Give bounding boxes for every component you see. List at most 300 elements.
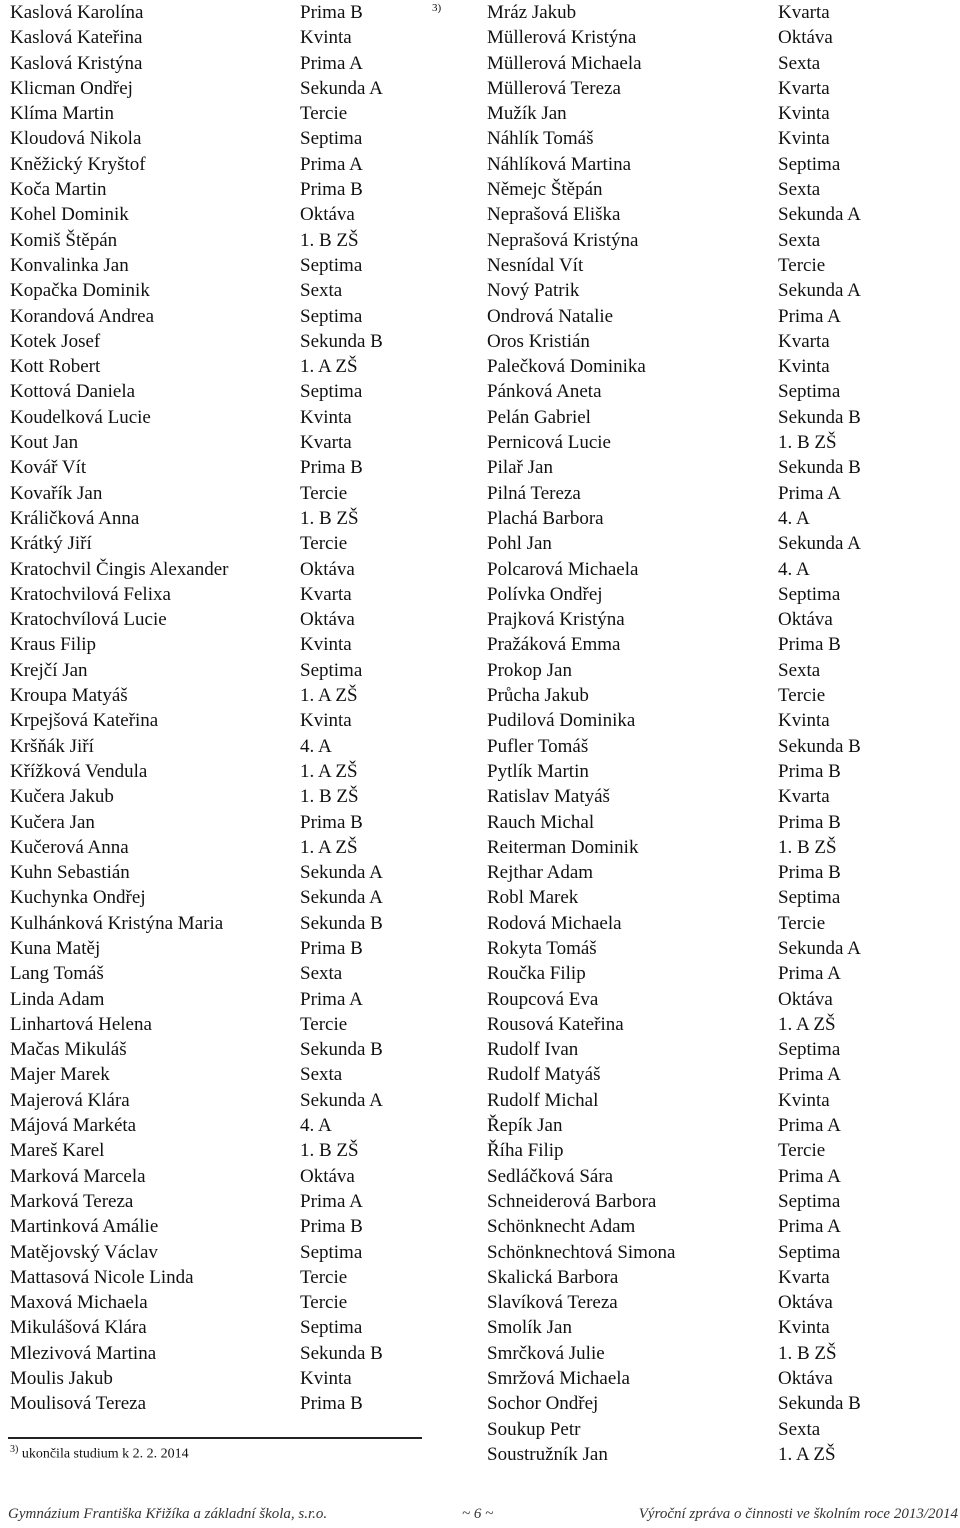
student-class: Kvinta [778, 103, 830, 125]
student-name: Němejc Štěpán [487, 179, 603, 201]
student-name: Kovařík Jan [10, 482, 103, 504]
student-class: Septima [778, 1241, 841, 1263]
student-name: Klíma Martin [10, 103, 114, 125]
student-class: Septima [300, 381, 363, 403]
student-name: Pánková Aneta [487, 381, 602, 403]
student-name: Rauch Michal [487, 811, 595, 833]
student-row [487, 202, 957, 227]
student-row [10, 152, 430, 177]
student-row [10, 329, 430, 354]
student-row [10, 481, 430, 506]
student-name: Klicman Ondřej [10, 77, 133, 99]
student-name: Kučera Jan [10, 811, 95, 833]
student-name: Kloudová Nikola [10, 128, 142, 150]
student-row [487, 0, 957, 25]
student-class: 1. A ZŠ [300, 760, 358, 782]
student-name: Králičková Anna [10, 507, 140, 529]
student-row [487, 228, 957, 253]
student-class: Oktáva [300, 1165, 355, 1187]
student-class: Prima B [300, 179, 363, 201]
student-row [10, 1341, 430, 1366]
student-class: 1. B ZŠ [300, 507, 359, 529]
student-name: Kout Jan [10, 432, 79, 454]
student-row [10, 126, 430, 151]
student-name: Martinková Amálie [10, 1216, 159, 1238]
student-row [10, 810, 430, 835]
student-row [487, 1366, 957, 1391]
student-name: Koudelková Lucie [10, 406, 151, 428]
student-name: Korandová Andrea [10, 305, 155, 327]
student-row [487, 961, 957, 986]
student-row [487, 582, 957, 607]
student-name: Krpejšová Kateřina [10, 710, 159, 732]
student-row [487, 936, 957, 961]
student-row [10, 354, 430, 379]
student-class: Sekunda B [300, 912, 383, 934]
student-class: Sekunda A [778, 204, 861, 226]
student-name: Kovář Vít [10, 457, 87, 479]
student-row [487, 1214, 957, 1239]
student-row [487, 1113, 957, 1138]
student-name: Kučerová Anna [10, 836, 129, 858]
student-row [10, 0, 430, 25]
student-name: Rokyta Tomáš [487, 937, 597, 959]
student-row [487, 304, 957, 329]
student-row [487, 1315, 957, 1340]
student-row [487, 379, 957, 404]
student-row [10, 202, 430, 227]
student-name: Sochor Ondřej [487, 1393, 599, 1415]
student-class: Oktáva [300, 558, 355, 580]
student-name: Komiš Štěpán [10, 229, 118, 251]
student-name: Sedláčková Sára [487, 1165, 614, 1187]
student-class: Prima A [300, 1190, 363, 1212]
student-name: Schönknecht Adam [487, 1216, 636, 1238]
student-row [487, 734, 957, 759]
student-class: Prima B [778, 634, 841, 656]
student-name: Müllerová Tereza [487, 77, 621, 99]
student-row [10, 405, 430, 430]
student-row [10, 1366, 430, 1391]
student-class: Septima [300, 254, 363, 276]
student-row [10, 1012, 430, 1037]
student-class: 1. B ZŠ [778, 1342, 837, 1364]
student-class: 1. A ZŠ [300, 685, 358, 707]
student-row [10, 1037, 430, 1062]
student-name: Marková Tereza [10, 1190, 134, 1212]
student-row [487, 51, 957, 76]
student-name: Nový Patrik [487, 280, 580, 302]
student-class: Kvinta [300, 1368, 352, 1390]
student-class: Sexta [300, 1064, 343, 1086]
student-class: Sekunda A [778, 937, 861, 959]
student-class: Sekunda A [778, 280, 861, 302]
student-class: 4. A [300, 735, 332, 757]
student-class: Septima [778, 1190, 841, 1212]
student-class: Prima A [300, 52, 363, 74]
student-name: Neprašová Kristýna [487, 229, 639, 251]
student-row [487, 1062, 957, 1087]
student-row [487, 455, 957, 480]
student-row [487, 1037, 957, 1062]
student-name: Mareš Karel [10, 1140, 105, 1162]
student-name: Slavíková Tereza [487, 1292, 618, 1314]
student-name: Mlezivová Martina [10, 1342, 157, 1364]
student-class: Sekunda A [778, 533, 861, 555]
student-row [487, 557, 957, 582]
student-class: Kvinta [778, 1317, 830, 1339]
student-row [487, 911, 957, 936]
student-row [487, 278, 957, 303]
right-student-list [487, 0, 957, 1467]
student-name: Kratochvil Čingis Alexander [10, 558, 229, 580]
student-name: Soustružník Jan [487, 1443, 608, 1465]
student-row [10, 51, 430, 76]
student-row [10, 455, 430, 480]
student-class: Oktáva [778, 1368, 833, 1390]
student-class: 4. A [300, 1115, 332, 1137]
student-row [10, 1138, 430, 1163]
student-name: Kaslová Kateřina [10, 27, 143, 49]
student-class: 1. B ZŠ [778, 836, 837, 858]
student-name: Linhartová Helena [10, 1013, 152, 1035]
page-footer [0, 1506, 960, 1528]
student-row [487, 1290, 957, 1315]
student-row [10, 1189, 430, 1214]
student-name: Kaslová Karolína [10, 2, 144, 23]
student-name: Pohl Jan [487, 533, 552, 555]
student-row [10, 961, 430, 986]
student-name: Pelán Gabriel [487, 406, 591, 428]
student-row [10, 1062, 430, 1087]
student-row [10, 759, 430, 784]
student-class: 1. B ZŠ [778, 432, 837, 454]
student-class: Sexta [778, 229, 821, 251]
student-name: Krejčí Jan [10, 659, 88, 681]
student-row [487, 860, 957, 885]
student-name: Říha Filip [487, 1140, 564, 1162]
student-class: 1. B ZŠ [300, 786, 359, 808]
student-class: Prima B [300, 2, 363, 23]
student-row [487, 708, 957, 733]
student-class: Septima [300, 659, 363, 681]
student-class: Sexta [778, 179, 821, 201]
student-name: Mráz Jakub [487, 2, 577, 23]
student-row [487, 152, 957, 177]
student-class: Oktáva [778, 609, 833, 631]
student-class: Sekunda A [300, 862, 383, 884]
student-name: Kott Robert [10, 356, 101, 378]
student-name: Roupcová Eva [487, 988, 599, 1010]
student-name: Kršňák Jiří [10, 735, 94, 757]
student-name: Mattasová Nicole Linda [10, 1266, 194, 1288]
student-row [487, 1088, 957, 1113]
student-class: Tercie [300, 482, 348, 504]
student-name: Kratochvílová Lucie [10, 609, 167, 631]
student-row [10, 304, 430, 329]
student-class: Prima A [778, 1216, 841, 1238]
student-class: Kvarta [778, 2, 830, 23]
student-class: Kvarta [300, 432, 352, 454]
student-class: Sekunda B [778, 406, 861, 428]
student-row [10, 1315, 430, 1340]
student-class: Kvarta [778, 330, 830, 352]
student-class: Tercie [300, 533, 348, 555]
student-row [10, 506, 430, 531]
student-class: Tercie [778, 1140, 826, 1162]
student-name: Kraus Filip [10, 634, 97, 656]
student-row [487, 481, 957, 506]
student-class: Prima A [778, 963, 841, 985]
student-name: Smrčková Julie [487, 1342, 605, 1364]
student-class: Septima [778, 153, 841, 175]
student-class: 1. A ZŠ [778, 1013, 836, 1035]
student-name: Roučka Filip [487, 963, 586, 985]
student-class: Tercie [778, 685, 826, 707]
student-name: Rejthar Adam [487, 862, 594, 884]
student-row [487, 835, 957, 860]
student-row [487, 1442, 957, 1467]
footnote-text: ukončila studium k 2. 2. 2014 [21, 1446, 189, 1462]
student-class: Kvinta [778, 1089, 830, 1111]
student-row [487, 76, 957, 101]
student-name: Křížková Vendula [10, 760, 148, 782]
student-name: Mikulášová Klára [10, 1317, 147, 1339]
student-name: Kopačka Dominik [10, 280, 150, 302]
student-row [487, 1417, 957, 1442]
student-name: Ratislav Matyáš [487, 786, 610, 808]
student-class: Oktáva [778, 988, 833, 1010]
student-class: 1. B ZŠ [300, 229, 359, 251]
student-row [10, 987, 430, 1012]
student-class: Tercie [300, 103, 348, 125]
student-name: Řepík Jan [487, 1115, 563, 1137]
student-class: Prima A [300, 988, 363, 1010]
student-class: Septima [778, 583, 841, 605]
student-name: Ondrová Natalie [487, 305, 614, 327]
student-name: Reiterman Dominik [487, 836, 639, 858]
student-name: Krátký Jiří [10, 533, 92, 555]
student-name: Kuhn Sebastián [10, 862, 130, 884]
student-name: Pudilová Dominika [487, 710, 636, 732]
student-row [487, 25, 957, 50]
student-row [487, 885, 957, 910]
student-class: Sekunda B [778, 1393, 861, 1415]
student-name: Linda Adam [10, 988, 105, 1010]
student-row [10, 1240, 430, 1265]
student-name: Mačas Mikuláš [10, 1039, 127, 1061]
student-class: Kvinta [300, 634, 352, 656]
student-name: Smržová Michaela [487, 1368, 630, 1390]
student-name: Kohel Dominik [10, 204, 129, 226]
student-name: Kaslová Kristýna [10, 52, 143, 74]
student-class: Prima A [778, 1115, 841, 1137]
student-name: Neprašová Eliška [487, 204, 621, 226]
student-name: Moulis Jakub [10, 1368, 113, 1390]
student-row [10, 658, 430, 683]
student-class: Tercie [778, 912, 826, 934]
student-class: Kvarta [778, 77, 830, 99]
student-row [487, 784, 957, 809]
student-class: Sexta [300, 280, 343, 302]
student-class: Tercie [300, 1266, 348, 1288]
student-class: Sexta [778, 659, 821, 681]
student-row [10, 531, 430, 556]
student-name: Rudolf Michal [487, 1089, 599, 1111]
student-name: Pilná Tereza [487, 482, 581, 504]
student-row [487, 683, 957, 708]
student-row [487, 1138, 957, 1163]
student-row [10, 632, 430, 657]
student-name: Skalická Barbora [487, 1266, 619, 1288]
student-class: Septima [778, 381, 841, 403]
student-row [10, 101, 430, 126]
student-class: Kvinta [778, 128, 830, 150]
student-class: Kvinta [778, 710, 830, 732]
student-row [10, 1088, 430, 1113]
footer-page-number: ~ 6 ~ [462, 1506, 494, 1522]
student-row [10, 734, 430, 759]
student-row [487, 430, 957, 455]
student-name: Plachá Barbora [487, 507, 604, 529]
student-class: Prima A [778, 482, 841, 504]
student-row [10, 25, 430, 50]
student-name: Konvalinka Jan [10, 254, 129, 276]
student-class: Oktáva [778, 27, 833, 49]
student-row [10, 1164, 430, 1189]
student-class: Kvinta [778, 356, 830, 378]
student-row [487, 1012, 957, 1037]
student-row [487, 607, 957, 632]
student-class: Prima B [778, 811, 841, 833]
student-name: Rudolf Matyáš [487, 1064, 601, 1086]
student-class: Prima B [300, 811, 363, 833]
student-row [10, 379, 430, 404]
student-class: Tercie [778, 254, 826, 276]
footnote-mark: 3) [10, 1444, 19, 1455]
student-class: Prima A [778, 1165, 841, 1187]
student-name: Müllerová Michaela [487, 52, 642, 74]
student-class: 4. A [778, 507, 810, 529]
student-row [10, 835, 430, 860]
student-class: Prima B [778, 760, 841, 782]
student-class: Prima A [300, 153, 363, 175]
student-class: Sekunda A [300, 77, 383, 99]
student-row [487, 1189, 957, 1214]
student-row [10, 1265, 430, 1290]
student-name: Matějovský Václav [10, 1241, 158, 1263]
student-row [487, 101, 957, 126]
student-row [487, 1391, 957, 1416]
student-name: Müllerová Kristýna [487, 27, 637, 49]
student-row [10, 784, 430, 809]
student-name: Marková Marcela [10, 1165, 146, 1187]
student-class: Oktáva [300, 204, 355, 226]
student-row [10, 683, 430, 708]
student-row [487, 632, 957, 657]
footnote-reference: 3) [432, 2, 442, 14]
student-name: Prokop Jan [487, 659, 572, 681]
student-name: Rudolf Ivan [487, 1039, 579, 1061]
student-name: Mužík Jan [487, 103, 567, 125]
student-name: Pražáková Emma [487, 634, 621, 656]
student-name: Rousová Kateřina [487, 1013, 624, 1035]
student-row [487, 253, 957, 278]
student-row [487, 658, 957, 683]
student-row [487, 1164, 957, 1189]
student-name: Rodová Michaela [487, 912, 622, 934]
student-class: Prima B [300, 1216, 363, 1238]
student-class: Sekunda B [778, 457, 861, 479]
student-class: 1. B ZŠ [300, 1140, 359, 1162]
student-row [10, 557, 430, 582]
student-name: Kučera Jakub [10, 786, 114, 808]
student-name: Soukup Petr [487, 1418, 581, 1440]
student-row [487, 354, 957, 379]
footnote-divider [8, 1437, 422, 1439]
student-class: Kvarta [300, 583, 352, 605]
student-name: Smolík Jan [487, 1317, 572, 1339]
footer-report-title: Výroční zpráva o činnosti ve školním roce 2013/2014 [638, 1506, 958, 1522]
student-name: Kratochvilová Felixa [10, 583, 171, 605]
student-class: Oktáva [778, 1292, 833, 1314]
student-class: Sekunda A [300, 1089, 383, 1111]
student-name: Prajková Kristýna [487, 609, 625, 631]
student-name: Pilař Jan [487, 457, 553, 479]
student-row [487, 126, 957, 151]
student-row [487, 1341, 957, 1366]
student-row [10, 582, 430, 607]
footnote [10, 1440, 189, 1465]
student-class: Kvinta [300, 710, 352, 732]
student-name: Polcarová Michaela [487, 558, 639, 580]
student-row [487, 759, 957, 784]
student-row [487, 405, 957, 430]
student-row [10, 860, 430, 885]
student-row [10, 1214, 430, 1239]
student-class: Septima [300, 1317, 363, 1339]
student-row [487, 329, 957, 354]
student-class: Tercie [300, 1292, 348, 1314]
student-class: Prima B [300, 457, 363, 479]
student-class: Septima [778, 887, 841, 909]
student-row [10, 278, 430, 303]
student-name: Moulisová Tereza [10, 1393, 147, 1415]
student-class: 1. A ZŠ [778, 1443, 836, 1465]
student-name: Majer Marek [10, 1064, 110, 1086]
student-row [487, 987, 957, 1012]
student-class: Prima A [778, 305, 841, 327]
student-row [10, 430, 430, 455]
student-name: Maxová Michaela [10, 1292, 148, 1314]
student-class: Kvarta [778, 786, 830, 808]
student-name: Pytlík Martin [487, 760, 589, 782]
student-row [10, 253, 430, 278]
student-class: Sekunda A [300, 887, 383, 909]
student-row [10, 177, 430, 202]
student-name: Palečková Dominika [487, 356, 646, 378]
student-row [10, 911, 430, 936]
student-name: Průcha Jakub [487, 685, 589, 707]
student-row [487, 1265, 957, 1290]
student-class: Prima B [300, 937, 363, 959]
student-row [10, 708, 430, 733]
student-class: Prima B [300, 1393, 363, 1415]
student-row [487, 177, 957, 202]
student-name: Kroupa Matyáš [10, 685, 128, 707]
student-class: Prima B [778, 862, 841, 884]
student-name: Kněžický Kryštof [10, 153, 146, 175]
